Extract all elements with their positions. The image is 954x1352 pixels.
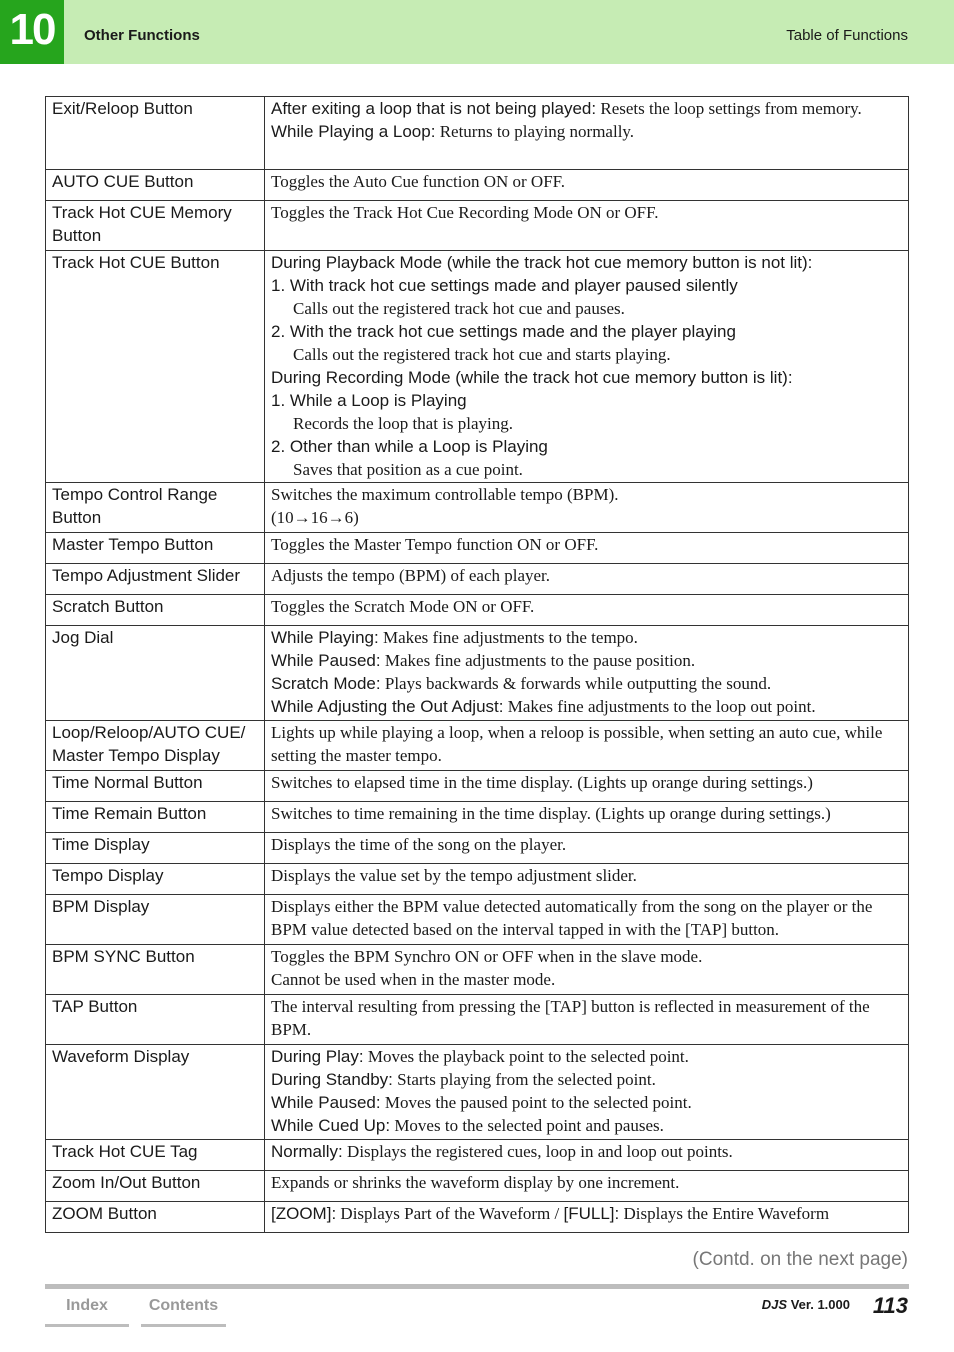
chapter-number: 10 bbox=[0, 0, 64, 64]
function-description bbox=[265, 833, 909, 864]
function-description bbox=[265, 251, 909, 483]
description-text: Displays the Entire Waveform bbox=[619, 1204, 830, 1223]
function-name: Time Normal Button bbox=[46, 771, 265, 802]
description-text: Calls out the registered track hot cue and pauses. bbox=[293, 299, 625, 318]
contents-link[interactable]: Contents bbox=[141, 1296, 226, 1327]
description-text: Records the loop that is playing. bbox=[293, 414, 514, 433]
description-line bbox=[271, 995, 902, 1041]
description-text: Switches the maximum controllable tempo (BPM). bbox=[271, 485, 619, 504]
function-name: Loop/Reloop/AUTO CUE/ Master Tempo Display bbox=[46, 721, 265, 771]
description-text: Cannot be used when in the master mode. bbox=[271, 970, 556, 989]
product-name: DJS bbox=[761, 1297, 788, 1312]
version-number: Ver. 1.000 bbox=[787, 1297, 850, 1312]
function-name: AUTO CUE Button bbox=[46, 170, 265, 201]
function-name: TAP Button bbox=[46, 995, 265, 1045]
page-header bbox=[0, 0, 954, 64]
description-text: (10→16→6) bbox=[271, 508, 359, 527]
table-row bbox=[46, 1202, 909, 1233]
description-text: Displays Part of the Waveform / bbox=[336, 1204, 564, 1223]
description-text: Moves to the selected point and pauses. bbox=[390, 1116, 664, 1135]
description-text: Moves the playback point to the selected point. bbox=[363, 1047, 689, 1066]
description-text: Saves that position as a cue point. bbox=[293, 460, 523, 479]
table-row bbox=[46, 595, 909, 626]
description-text: Displays the registered cues, loop in and loop out points. bbox=[342, 1142, 733, 1161]
description-line bbox=[271, 802, 902, 825]
table-row bbox=[46, 802, 909, 833]
function-description bbox=[265, 1202, 909, 1233]
description-label: 2. With the track hot cue settings made and the player playing bbox=[271, 322, 736, 341]
table-row bbox=[46, 483, 909, 533]
description-line bbox=[271, 120, 902, 143]
description-line bbox=[271, 343, 902, 366]
description-text: Makes fine adjustments to the tempo. bbox=[378, 628, 638, 647]
description-line bbox=[271, 435, 902, 458]
description-label: During Standby: bbox=[271, 1070, 393, 1089]
description-line bbox=[271, 833, 902, 856]
description-text: Toggles the Scratch Mode ON or OFF. bbox=[271, 597, 535, 616]
description-text: Switches to time remaining in the time display. (Lights up orange during settings.) bbox=[271, 804, 831, 823]
description-label: 2. Other than while a Loop is Playing bbox=[271, 437, 548, 456]
description-text: Calls out the registered track hot cue and starts playing. bbox=[293, 345, 671, 364]
table-row bbox=[46, 833, 909, 864]
description-label: During Playback Mode (while the track hot cue memory button is not lit): bbox=[271, 253, 813, 272]
table-row bbox=[46, 721, 909, 771]
description-line bbox=[271, 864, 902, 887]
function-description bbox=[265, 864, 909, 895]
description-line bbox=[271, 564, 902, 587]
table-row bbox=[46, 895, 909, 945]
description-line bbox=[271, 1091, 902, 1114]
description-label: While Paused: bbox=[271, 651, 381, 670]
description-line bbox=[271, 297, 902, 320]
table-row bbox=[46, 170, 909, 201]
table-row bbox=[46, 533, 909, 564]
function-name: Waveform Display bbox=[46, 1045, 265, 1140]
function-name: Track Hot CUE Tag bbox=[46, 1140, 265, 1171]
description-line bbox=[271, 1068, 902, 1091]
description-line bbox=[271, 1140, 902, 1163]
description-line bbox=[271, 366, 902, 389]
description-text: The interval resulting from pressing the [TAP] button is reflected in measurement of the BPM. bbox=[271, 997, 870, 1039]
description-line bbox=[271, 412, 902, 435]
description-line bbox=[271, 533, 902, 556]
function-description bbox=[265, 945, 909, 995]
table-row bbox=[46, 945, 909, 995]
description-label: While Playing a Loop: bbox=[271, 122, 436, 141]
function-name: ZOOM Button bbox=[46, 1202, 265, 1233]
continued-note: (Contd. on the next page) bbox=[692, 1249, 908, 1270]
description-line bbox=[271, 389, 902, 412]
description-text: Toggles the Auto Cue function ON or OFF. bbox=[271, 172, 565, 191]
function-description bbox=[265, 626, 909, 721]
description-line bbox=[271, 170, 902, 193]
table-row bbox=[46, 1171, 909, 1202]
description-text: Plays backwards & forwards while outputting the sound. bbox=[380, 674, 772, 693]
function-name: Jog Dial bbox=[46, 626, 265, 721]
description-line bbox=[271, 695, 902, 718]
function-description bbox=[265, 533, 909, 564]
description-label: Scratch Mode: bbox=[271, 674, 381, 693]
description-label: After exiting a loop that is not being played: bbox=[271, 99, 597, 118]
description-label: 1. While a Loop is Playing bbox=[271, 391, 467, 410]
table-row bbox=[46, 97, 909, 170]
description-label: While Playing: bbox=[271, 628, 379, 647]
description-line bbox=[271, 968, 902, 991]
description-line bbox=[271, 945, 902, 968]
function-description bbox=[265, 564, 909, 595]
description-text: Toggles the Master Tempo function ON or OFF. bbox=[271, 535, 599, 554]
function-name: Tempo Control Range Button bbox=[46, 483, 265, 533]
description-text: Toggles the Track Hot Cue Recording Mode ON or OFF. bbox=[271, 203, 659, 222]
description-line bbox=[271, 1045, 902, 1068]
footer-divider bbox=[45, 1284, 909, 1289]
section-title: Other Functions bbox=[84, 27, 200, 44]
header-right-title: Table of Functions bbox=[786, 27, 908, 44]
description-line bbox=[271, 274, 902, 297]
description-text: Makes fine adjustments to the pause position. bbox=[380, 651, 696, 670]
function-description bbox=[265, 1171, 909, 1202]
description-text: Starts playing from the selected point. bbox=[392, 1070, 656, 1089]
table-row bbox=[46, 771, 909, 802]
description-text: Returns to playing normally. bbox=[435, 122, 635, 141]
description-text: Displays the value set by the tempo adjustment slider. bbox=[271, 866, 637, 885]
description-line bbox=[271, 483, 902, 506]
function-name: Scratch Button bbox=[46, 595, 265, 626]
description-line bbox=[271, 1171, 902, 1194]
function-description bbox=[265, 201, 909, 251]
function-description bbox=[265, 97, 909, 170]
description-line bbox=[271, 97, 902, 120]
function-name: Exit/Reloop Button bbox=[46, 97, 265, 170]
description-label: While Adjusting the Out Adjust: bbox=[271, 697, 504, 716]
description-line bbox=[271, 1202, 902, 1225]
description-label: [FULL]: bbox=[563, 1204, 620, 1223]
description-label: During Play: bbox=[271, 1047, 364, 1066]
function-description bbox=[265, 895, 909, 945]
description-line bbox=[271, 672, 902, 695]
description-label: Normally: bbox=[271, 1142, 343, 1161]
table-row bbox=[46, 201, 909, 251]
description-line bbox=[271, 595, 902, 618]
table-row bbox=[46, 1140, 909, 1171]
table-row bbox=[46, 995, 909, 1045]
description-line bbox=[271, 320, 902, 343]
function-description bbox=[265, 802, 909, 833]
page-number: 113 bbox=[872, 1293, 908, 1318]
function-description bbox=[265, 995, 909, 1045]
description-text: Resets the loop settings from memory. bbox=[596, 99, 862, 118]
function-description bbox=[265, 483, 909, 533]
description-line bbox=[271, 895, 902, 941]
function-description bbox=[265, 1140, 909, 1171]
table-row bbox=[46, 564, 909, 595]
function-description bbox=[265, 771, 909, 802]
description-label: 1. With track hot cue settings made and player paused silently bbox=[271, 276, 738, 295]
description-text: Moves the paused point to the selected point. bbox=[380, 1093, 692, 1112]
description-line bbox=[271, 201, 902, 224]
index-link[interactable]: Index bbox=[45, 1296, 129, 1327]
function-name: Track Hot CUE Memory Button bbox=[46, 201, 265, 251]
description-label: [ZOOM]: bbox=[271, 1204, 337, 1223]
function-name: Time Display bbox=[46, 833, 265, 864]
function-name: Time Remain Button bbox=[46, 802, 265, 833]
description-line bbox=[271, 771, 902, 794]
description-text: Makes fine adjustments to the loop out point. bbox=[503, 697, 816, 716]
functions-table bbox=[45, 96, 909, 1233]
description-line bbox=[271, 251, 902, 274]
description-text: Lights up while playing a loop, when a reloop is possible, when setting an auto cue, while setting the master tempo. bbox=[271, 723, 883, 765]
description-line bbox=[271, 1114, 902, 1137]
description-label: While Paused: bbox=[271, 1093, 381, 1112]
description-line bbox=[271, 626, 902, 649]
function-description bbox=[265, 721, 909, 771]
version-label bbox=[762, 1297, 850, 1312]
function-name: Tempo Adjustment Slider bbox=[46, 564, 265, 595]
function-name: BPM Display bbox=[46, 895, 265, 945]
function-name: BPM SYNC Button bbox=[46, 945, 265, 995]
function-description bbox=[265, 595, 909, 626]
description-label: During Recording Mode (while the track hot cue memory button is lit): bbox=[271, 368, 793, 387]
description-text: Switches to elapsed time in the time display. (Lights up orange during settings.) bbox=[271, 773, 813, 792]
description-text: Expands or shrinks the waveform display by one increment. bbox=[271, 1173, 680, 1192]
description-text: Adjusts the tempo (BPM) of each player. bbox=[271, 566, 551, 585]
function-name: Zoom In/Out Button bbox=[46, 1171, 265, 1202]
function-description bbox=[265, 170, 909, 201]
table-row bbox=[46, 864, 909, 895]
table-row bbox=[46, 1045, 909, 1140]
function-name: Master Tempo Button bbox=[46, 533, 265, 564]
description-label: While Cued Up: bbox=[271, 1116, 391, 1135]
description-text: Toggles the BPM Synchro ON or OFF when in the slave mode. bbox=[271, 947, 703, 966]
description-text: Displays the time of the song on the player. bbox=[271, 835, 567, 854]
description-text: Displays either the BPM value detected automatically from the song on the player or the BPM value detected based on the interval tapped in with the [TAP] button. bbox=[271, 897, 873, 939]
function-name: Tempo Display bbox=[46, 864, 265, 895]
table-row bbox=[46, 626, 909, 721]
function-name: Track Hot CUE Button bbox=[46, 251, 265, 483]
description-line bbox=[271, 458, 902, 481]
description-line bbox=[271, 649, 902, 672]
function-description bbox=[265, 1045, 909, 1140]
table-row bbox=[46, 251, 909, 483]
description-line bbox=[271, 506, 902, 529]
description-line bbox=[271, 721, 902, 767]
